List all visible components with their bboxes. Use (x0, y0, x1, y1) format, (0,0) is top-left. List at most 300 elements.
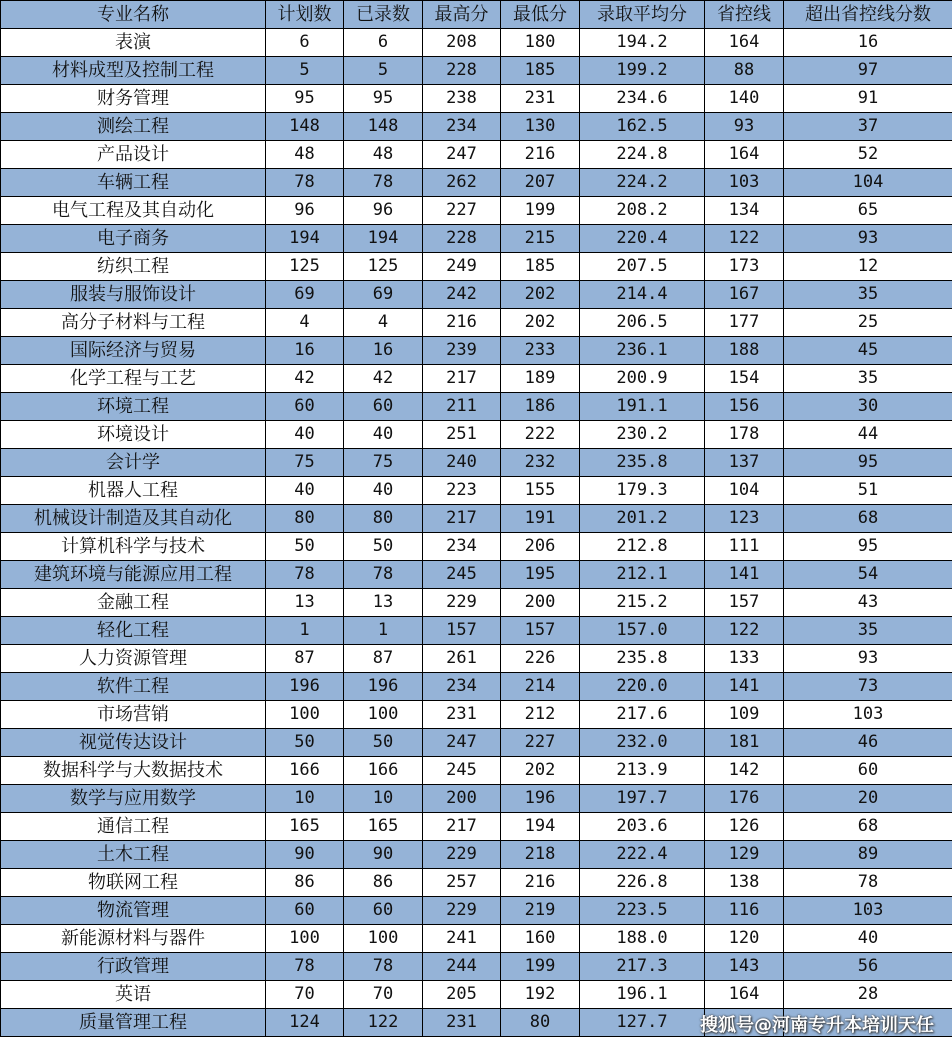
control-line-cell: 177 (705, 309, 784, 337)
planned-count-cell: 196 (266, 673, 344, 701)
admitted-count-cell: 125 (344, 253, 423, 281)
table-row (1, 141, 952, 169)
avg-score-cell: 201.2 (580, 505, 705, 533)
planned-count-cell: 78 (266, 953, 344, 981)
planned-count-cell: 42 (266, 365, 344, 393)
planned-count-cell: 4 (266, 309, 344, 337)
above-line-score-cell: 35 (784, 617, 952, 645)
max-score-cell: 217 (423, 505, 501, 533)
min-score-cell: 199 (501, 953, 580, 981)
avg-score-cell: 217.6 (580, 701, 705, 729)
admitted-count-cell: 42 (344, 365, 423, 393)
max-score-cell: 231 (423, 1009, 501, 1037)
avg-score-cell: 220.4 (580, 225, 705, 253)
control-line-cell: 93 (705, 113, 784, 141)
max-score-cell: 247 (423, 729, 501, 757)
above-line-score-cell: 56 (784, 953, 952, 981)
min-score-cell: 227 (501, 729, 580, 757)
major-name-cell: 机器人工程 (1, 477, 266, 505)
avg-score-cell: 162.5 (580, 113, 705, 141)
header-above-line: 超出省控线分数 (784, 1, 952, 29)
control-line-cell: 141 (705, 673, 784, 701)
avg-score-cell: 230.2 (580, 421, 705, 449)
avg-score-cell: 194.2 (580, 29, 705, 57)
table-row (1, 841, 952, 869)
admitted-count-cell: 16 (344, 337, 423, 365)
min-score-cell: 232 (501, 449, 580, 477)
max-score-cell: 227 (423, 197, 501, 225)
avg-score-cell: 215.2 (580, 589, 705, 617)
max-score-cell: 229 (423, 841, 501, 869)
major-name-cell: 轻化工程 (1, 617, 266, 645)
avg-score-cell: 222.4 (580, 841, 705, 869)
control-line-cell: 154 (705, 365, 784, 393)
table-row (1, 365, 952, 393)
avg-score-cell: 188.0 (580, 925, 705, 953)
above-line-score-cell: 43 (784, 589, 952, 617)
max-score-cell: 217 (423, 813, 501, 841)
control-line-cell: 133 (705, 645, 784, 673)
table-row (1, 897, 952, 925)
admitted-count-cell: 196 (344, 673, 423, 701)
min-score-cell: 199 (501, 197, 580, 225)
above-line-score-cell: 60 (784, 757, 952, 785)
max-score-cell: 245 (423, 561, 501, 589)
major-name-cell: 服装与服饰设计 (1, 281, 266, 309)
control-line-cell: 142 (705, 757, 784, 785)
max-score-cell: 229 (423, 589, 501, 617)
planned-count-cell: 10 (266, 785, 344, 813)
planned-count-cell: 80 (266, 505, 344, 533)
table-row (1, 757, 952, 785)
planned-count-cell: 40 (266, 421, 344, 449)
planned-count-cell: 95 (266, 85, 344, 113)
admitted-count-cell: 50 (344, 533, 423, 561)
max-score-cell: 251 (423, 421, 501, 449)
max-score-cell: 242 (423, 281, 501, 309)
avg-score-cell: 212.8 (580, 533, 705, 561)
header-admitted: 已录数 (344, 1, 423, 29)
admitted-count-cell: 6 (344, 29, 423, 57)
avg-score-cell: 226.8 (580, 869, 705, 897)
table-header-row (1, 1, 952, 29)
above-line-score-cell: 97 (784, 57, 952, 85)
planned-count-cell: 6 (266, 29, 344, 57)
min-score-cell: 212 (501, 701, 580, 729)
table-row (1, 533, 952, 561)
planned-count-cell: 148 (266, 113, 344, 141)
avg-score-cell: 206.5 (580, 309, 705, 337)
max-score-cell: 228 (423, 225, 501, 253)
min-score-cell: 192 (501, 981, 580, 1009)
major-name-cell: 电子商务 (1, 225, 266, 253)
table-row (1, 813, 952, 841)
min-score-cell: 180 (501, 29, 580, 57)
major-name-cell: 人力资源管理 (1, 645, 266, 673)
above-line-score-cell: 103 (784, 897, 952, 925)
above-line-score-cell: 91 (784, 85, 952, 113)
max-score-cell: 238 (423, 85, 501, 113)
admitted-count-cell: 69 (344, 281, 423, 309)
planned-count-cell: 69 (266, 281, 344, 309)
max-score-cell: 228 (423, 57, 501, 85)
max-score-cell: 234 (423, 533, 501, 561)
table-row (1, 869, 952, 897)
above-line-score-cell: 93 (784, 645, 952, 673)
major-name-cell: 质量管理工程 (1, 1009, 266, 1037)
table-row (1, 617, 952, 645)
admitted-count-cell: 122 (344, 1009, 423, 1037)
major-name-cell: 纺织工程 (1, 253, 266, 281)
table-row (1, 673, 952, 701)
major-name-cell: 电气工程及其自动化 (1, 197, 266, 225)
control-line-cell: 103 (705, 169, 784, 197)
planned-count-cell: 100 (266, 701, 344, 729)
above-line-score-cell: 35 (784, 365, 952, 393)
major-name-cell: 英语 (1, 981, 266, 1009)
admitted-count-cell: 48 (344, 141, 423, 169)
min-score-cell: 185 (501, 57, 580, 85)
avg-score-cell: 157.0 (580, 617, 705, 645)
table-row (1, 421, 952, 449)
table-row (1, 57, 952, 85)
max-score-cell: 157 (423, 617, 501, 645)
admitted-count-cell: 60 (344, 897, 423, 925)
max-score-cell: 257 (423, 869, 501, 897)
min-score-cell: 191 (501, 505, 580, 533)
watermark-text: 搜狐号@河南专升本培训天任 (700, 1015, 934, 1036)
max-score-cell: 208 (423, 29, 501, 57)
major-name-cell: 高分子材料与工程 (1, 309, 266, 337)
table-row (1, 449, 952, 477)
major-name-cell: 产品设计 (1, 141, 266, 169)
avg-score-cell: 224.2 (580, 169, 705, 197)
control-line-cell: 116 (705, 897, 784, 925)
table-row (1, 29, 952, 57)
avg-score-cell: 235.8 (580, 449, 705, 477)
min-score-cell: 233 (501, 337, 580, 365)
major-name-cell: 测绘工程 (1, 113, 266, 141)
above-line-score-cell: 93 (784, 225, 952, 253)
above-line-score-cell: 68 (784, 505, 952, 533)
above-line-score-cell: 30 (784, 393, 952, 421)
major-name-cell: 材料成型及控制工程 (1, 57, 266, 85)
admitted-count-cell: 78 (344, 169, 423, 197)
planned-count-cell: 60 (266, 393, 344, 421)
planned-count-cell: 78 (266, 169, 344, 197)
major-name-cell: 化学工程与工艺 (1, 365, 266, 393)
admitted-count-cell: 1 (344, 617, 423, 645)
above-line-score-cell: 52 (784, 141, 952, 169)
max-score-cell: 261 (423, 645, 501, 673)
min-score-cell: 216 (501, 869, 580, 897)
admitted-count-cell: 100 (344, 701, 423, 729)
min-score-cell: 231 (501, 85, 580, 113)
major-name-cell: 车辆工程 (1, 169, 266, 197)
admitted-count-cell: 165 (344, 813, 423, 841)
above-line-score-cell: 25 (784, 309, 952, 337)
above-line-score-cell: 89 (784, 841, 952, 869)
control-line-cell: 164 (705, 29, 784, 57)
min-score-cell: 200 (501, 589, 580, 617)
max-score-cell: 200 (423, 785, 501, 813)
above-line-score-cell: 54 (784, 561, 952, 589)
planned-count-cell: 86 (266, 869, 344, 897)
min-score-cell: 196 (501, 785, 580, 813)
admitted-count-cell: 4 (344, 309, 423, 337)
above-line-score-cell: 37 (784, 113, 952, 141)
min-score-cell: 194 (501, 813, 580, 841)
major-name-cell: 表演 (1, 29, 266, 57)
planned-count-cell: 96 (266, 197, 344, 225)
planned-count-cell: 13 (266, 589, 344, 617)
table-row (1, 953, 952, 981)
admitted-count-cell: 96 (344, 197, 423, 225)
control-line-cell: 164 (705, 981, 784, 1009)
admitted-count-cell: 13 (344, 589, 423, 617)
control-line-cell: 164 (705, 141, 784, 169)
max-score-cell: 239 (423, 337, 501, 365)
min-score-cell: 189 (501, 365, 580, 393)
table-row (1, 169, 952, 197)
avg-score-cell: 207.5 (580, 253, 705, 281)
major-name-cell: 计算机科学与技术 (1, 533, 266, 561)
avg-score-cell: 223.5 (580, 897, 705, 925)
min-score-cell: 202 (501, 757, 580, 785)
max-score-cell: 216 (423, 309, 501, 337)
admitted-count-cell: 90 (344, 841, 423, 869)
major-name-cell: 物联网工程 (1, 869, 266, 897)
header-planned: 计划数 (266, 1, 344, 29)
planned-count-cell: 125 (266, 253, 344, 281)
max-score-cell: 217 (423, 365, 501, 393)
max-score-cell: 240 (423, 449, 501, 477)
avg-score-cell: 212.1 (580, 561, 705, 589)
major-name-cell: 财务管理 (1, 85, 266, 113)
major-name-cell: 数据科学与大数据技术 (1, 757, 266, 785)
control-line-cell: 111 (705, 533, 784, 561)
admitted-count-cell: 40 (344, 477, 423, 505)
admitted-count-cell: 78 (344, 953, 423, 981)
above-line-score-cell: 28 (784, 981, 952, 1009)
avg-score-cell: 232.0 (580, 729, 705, 757)
table-body (1, 29, 952, 1037)
admitted-count-cell: 194 (344, 225, 423, 253)
planned-count-cell: 124 (266, 1009, 344, 1037)
min-score-cell: 206 (501, 533, 580, 561)
table-row (1, 589, 952, 617)
major-name-cell: 环境工程 (1, 393, 266, 421)
header-control-line: 省控线 (705, 1, 784, 29)
min-score-cell: 222 (501, 421, 580, 449)
major-name-cell: 行政管理 (1, 953, 266, 981)
max-score-cell: 231 (423, 701, 501, 729)
control-line-cell: 178 (705, 421, 784, 449)
avg-score-cell: 179.3 (580, 477, 705, 505)
above-line-score-cell: 103 (784, 701, 952, 729)
avg-score-cell: 213.9 (580, 757, 705, 785)
min-score-cell: 185 (501, 253, 580, 281)
planned-count-cell: 50 (266, 533, 344, 561)
table-row (1, 309, 952, 337)
major-name-cell: 市场营销 (1, 701, 266, 729)
table-row (1, 505, 952, 533)
control-line-cell: 156 (705, 393, 784, 421)
control-line-cell: 109 (705, 701, 784, 729)
admitted-count-cell: 70 (344, 981, 423, 1009)
above-line-score-cell: 40 (784, 925, 952, 953)
control-line-cell: 176 (705, 785, 784, 813)
control-line-cell: 173 (705, 253, 784, 281)
avg-score-cell: 224.8 (580, 141, 705, 169)
min-score-cell: 219 (501, 897, 580, 925)
admitted-count-cell: 5 (344, 57, 423, 85)
above-line-score-cell: 35 (784, 281, 952, 309)
table-row (1, 925, 952, 953)
table-row (1, 337, 952, 365)
major-name-cell: 机械设计制造及其自动化 (1, 505, 266, 533)
admitted-count-cell: 50 (344, 729, 423, 757)
admitted-count-cell: 80 (344, 505, 423, 533)
min-score-cell: 215 (501, 225, 580, 253)
major-name-cell: 软件工程 (1, 673, 266, 701)
table-row (1, 393, 952, 421)
major-name-cell: 数学与应用数学 (1, 785, 266, 813)
control-line-cell: 120 (705, 925, 784, 953)
avg-score-cell: 208.2 (580, 197, 705, 225)
table-row (1, 561, 952, 589)
planned-count-cell: 165 (266, 813, 344, 841)
planned-count-cell: 16 (266, 337, 344, 365)
major-name-cell: 国际经济与贸易 (1, 337, 266, 365)
table-row (1, 477, 952, 505)
max-score-cell: 234 (423, 113, 501, 141)
avg-score-cell: 220.0 (580, 673, 705, 701)
control-line-cell: 143 (705, 953, 784, 981)
above-line-score-cell: 51 (784, 477, 952, 505)
above-line-score-cell: 104 (784, 169, 952, 197)
above-line-score-cell: 68 (784, 813, 952, 841)
above-line-score-cell: 16 (784, 29, 952, 57)
table-row (1, 785, 952, 813)
major-name-cell: 环境设计 (1, 421, 266, 449)
max-score-cell: 234 (423, 673, 501, 701)
header-major: 专业名称 (1, 1, 266, 29)
admitted-count-cell: 148 (344, 113, 423, 141)
table-row (1, 225, 952, 253)
min-score-cell: 160 (501, 925, 580, 953)
planned-count-cell: 40 (266, 477, 344, 505)
above-line-score-cell: 95 (784, 533, 952, 561)
max-score-cell: 241 (423, 925, 501, 953)
min-score-cell: 155 (501, 477, 580, 505)
max-score-cell: 249 (423, 253, 501, 281)
min-score-cell: 202 (501, 309, 580, 337)
planned-count-cell: 194 (266, 225, 344, 253)
control-line-cell: 140 (705, 85, 784, 113)
control-line-cell: 134 (705, 197, 784, 225)
avg-score-cell: 127.7 (580, 1009, 705, 1037)
control-line-cell: 104 (705, 477, 784, 505)
control-line-cell: 122 (705, 617, 784, 645)
avg-score-cell: 199.2 (580, 57, 705, 85)
avg-score-cell: 214.4 (580, 281, 705, 309)
admitted-count-cell: 60 (344, 393, 423, 421)
major-name-cell: 金融工程 (1, 589, 266, 617)
admitted-count-cell: 87 (344, 645, 423, 673)
above-line-score-cell: 20 (784, 785, 952, 813)
max-score-cell: 211 (423, 393, 501, 421)
table-row (1, 701, 952, 729)
admitted-count-cell: 75 (344, 449, 423, 477)
control-line-cell: 181 (705, 729, 784, 757)
major-name-cell: 物流管理 (1, 897, 266, 925)
control-line-cell: 141 (705, 561, 784, 589)
planned-count-cell: 70 (266, 981, 344, 1009)
above-line-score-cell: 45 (784, 337, 952, 365)
min-score-cell: 80 (501, 1009, 580, 1037)
max-score-cell: 205 (423, 981, 501, 1009)
admitted-count-cell: 86 (344, 869, 423, 897)
control-line-cell: 88 (705, 57, 784, 85)
max-score-cell: 245 (423, 757, 501, 785)
above-line-score-cell: 46 (784, 729, 952, 757)
header-max-score: 最高分 (423, 1, 501, 29)
admitted-count-cell: 78 (344, 561, 423, 589)
avg-score-cell: 203.6 (580, 813, 705, 841)
min-score-cell: 218 (501, 841, 580, 869)
min-score-cell: 195 (501, 561, 580, 589)
planned-count-cell: 166 (266, 757, 344, 785)
control-line-cell: 126 (705, 813, 784, 841)
table-row (1, 645, 952, 673)
control-line-cell: 188 (705, 337, 784, 365)
table-row (1, 85, 952, 113)
avg-score-cell: 197.7 (580, 785, 705, 813)
planned-count-cell: 1 (266, 617, 344, 645)
max-score-cell: 262 (423, 169, 501, 197)
admitted-count-cell: 10 (344, 785, 423, 813)
planned-count-cell: 75 (266, 449, 344, 477)
admitted-count-cell: 95 (344, 85, 423, 113)
min-score-cell: 202 (501, 281, 580, 309)
major-name-cell: 建筑环境与能源应用工程 (1, 561, 266, 589)
min-score-cell: 207 (501, 169, 580, 197)
min-score-cell: 216 (501, 141, 580, 169)
admitted-count-cell: 40 (344, 421, 423, 449)
admitted-count-cell: 100 (344, 925, 423, 953)
max-score-cell: 244 (423, 953, 501, 981)
control-line-cell: 129 (705, 841, 784, 869)
min-score-cell: 157 (501, 617, 580, 645)
control-line-cell: 123 (705, 505, 784, 533)
major-name-cell: 新能源材料与器件 (1, 925, 266, 953)
planned-count-cell: 5 (266, 57, 344, 85)
above-line-score-cell: 44 (784, 421, 952, 449)
major-name-cell: 视觉传达设计 (1, 729, 266, 757)
min-score-cell: 186 (501, 393, 580, 421)
control-line-cell: 122 (705, 225, 784, 253)
control-line-cell: 137 (705, 449, 784, 477)
table-row (1, 729, 952, 757)
planned-count-cell: 100 (266, 925, 344, 953)
major-name-cell: 土木工程 (1, 841, 266, 869)
above-line-score-cell: 12 (784, 253, 952, 281)
max-score-cell: 247 (423, 141, 501, 169)
control-line-cell: 138 (705, 869, 784, 897)
avg-score-cell: 236.1 (580, 337, 705, 365)
admitted-count-cell: 166 (344, 757, 423, 785)
